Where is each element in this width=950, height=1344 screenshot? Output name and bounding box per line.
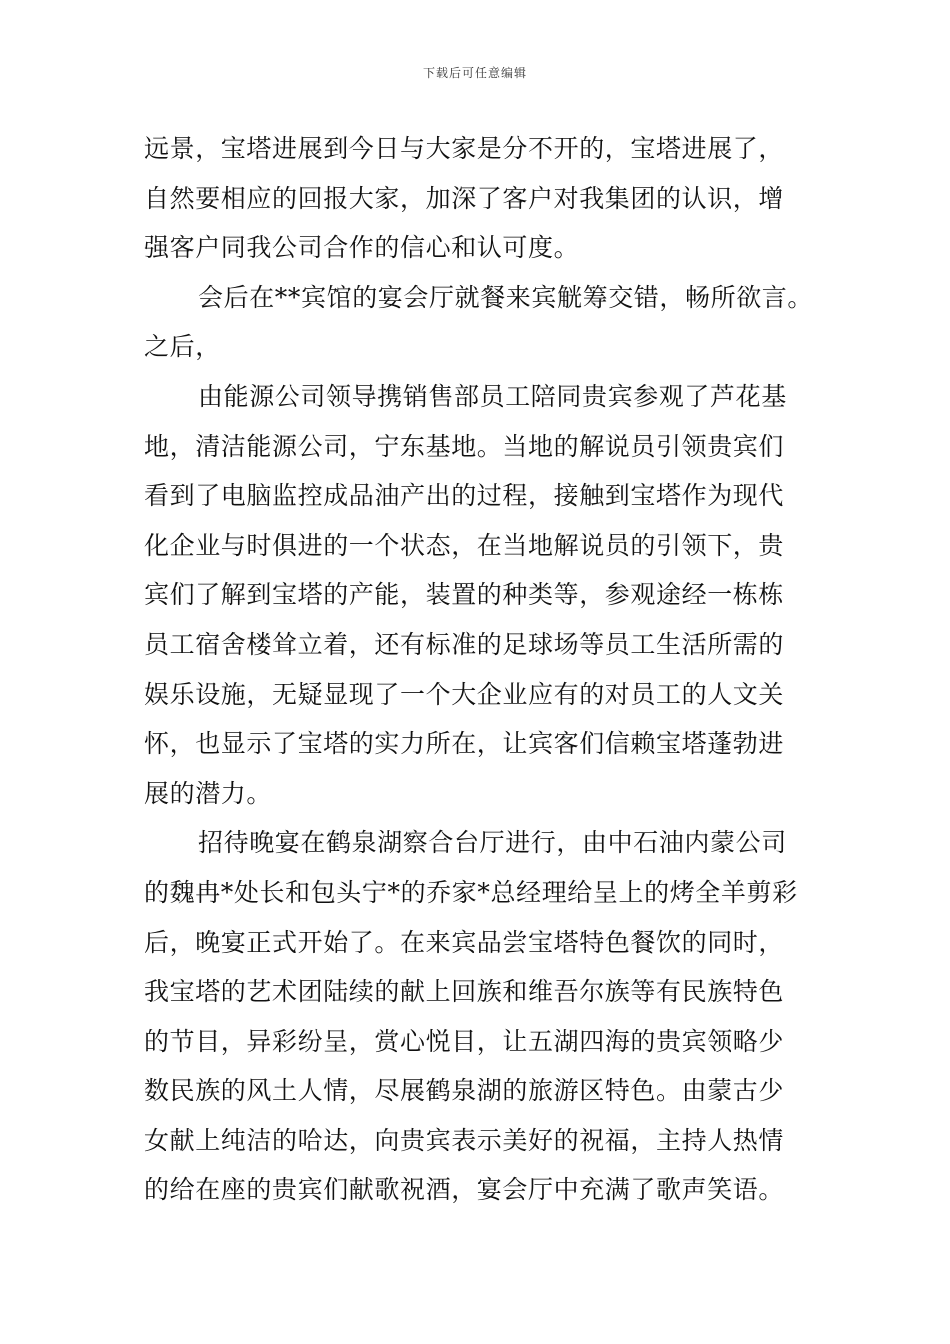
text-line: 由能源公司领导携销售部员工陪同贵宾参观了芦花基 xyxy=(198,381,787,411)
text-line: 化企业与时俱进的一个状态，在当地解说员的引领下，贵 xyxy=(144,530,785,560)
text-line: 自然要相应的回报大家，加深了客户对我集团的认识，增 xyxy=(144,183,785,213)
text-line: 员工宿舍楼耸立着，还有标准的足球场等员工生活所需的 xyxy=(144,629,785,659)
paragraph xyxy=(144,124,824,273)
text-line: 会后在**宾馆的宴会厅就餐来宾觥筹交错，畅所欲言。 xyxy=(198,282,814,312)
text-line: 数民族的风土人情，尽展鹤泉湖的旅游区特色。由蒙古少 xyxy=(144,1076,785,1106)
text-line: 的给在座的贵宾们献歌祝酒，宴会厅中充满了歌声笑语。 xyxy=(144,1175,785,1205)
text-line: 展的潜力。 xyxy=(144,778,273,808)
text-line: 远景，宝塔进展到今日与大家是分不开的，宝塔进展了， xyxy=(144,134,785,163)
text-line: 的魏冉*处长和包头宁*的乔家*总经理给呈上的烤全羊剪彩 xyxy=(144,877,798,907)
text-line: 地，清洁能源公司，宁东基地。当地的解说员引领贵宾们 xyxy=(144,431,785,461)
text-line: 女献上纯洁的哈达，向贵宾表示美好的祝福，主持人热情 xyxy=(144,1125,785,1155)
text-line: 娱乐设施，无疑显现了一个大企业应有的对员工的人文关 xyxy=(144,679,785,709)
text-line: 之后， xyxy=(144,332,221,362)
text-line: 强客户同我公司合作的信心和认可度。 xyxy=(144,233,580,263)
text-line: 怀，也显示了宝塔的实力所在，让宾客们信赖宝塔蓬勃进 xyxy=(144,729,785,759)
paragraph xyxy=(144,372,824,818)
document-body xyxy=(144,124,824,1215)
text-line: 的节目，异彩纷呈，赏心悦目，让五湖四海的贵宾领略少 xyxy=(144,1026,785,1056)
text-line: 我宝塔的艺术团陆续的献上回族和维吾尔族等有民族特色 xyxy=(144,977,785,1007)
text-line: 宾们了解到宝塔的产能，装置的种类等，参观途经一栋栋 xyxy=(144,580,785,610)
page-header: 下载后可任意编辑 xyxy=(422,66,527,80)
paragraph xyxy=(144,818,824,1215)
text-line: 招待晚宴在鹤泉湖察合台厅进行，由中石油内蒙公司 xyxy=(198,828,787,858)
text-line: 看到了电脑监控成品油产出的过程，接触到宝塔作为现代 xyxy=(144,481,785,511)
text-line: 后，晚宴正式开始了。在来宾品尝宝塔特色餐饮的同时， xyxy=(144,927,785,957)
paragraph xyxy=(144,273,824,372)
